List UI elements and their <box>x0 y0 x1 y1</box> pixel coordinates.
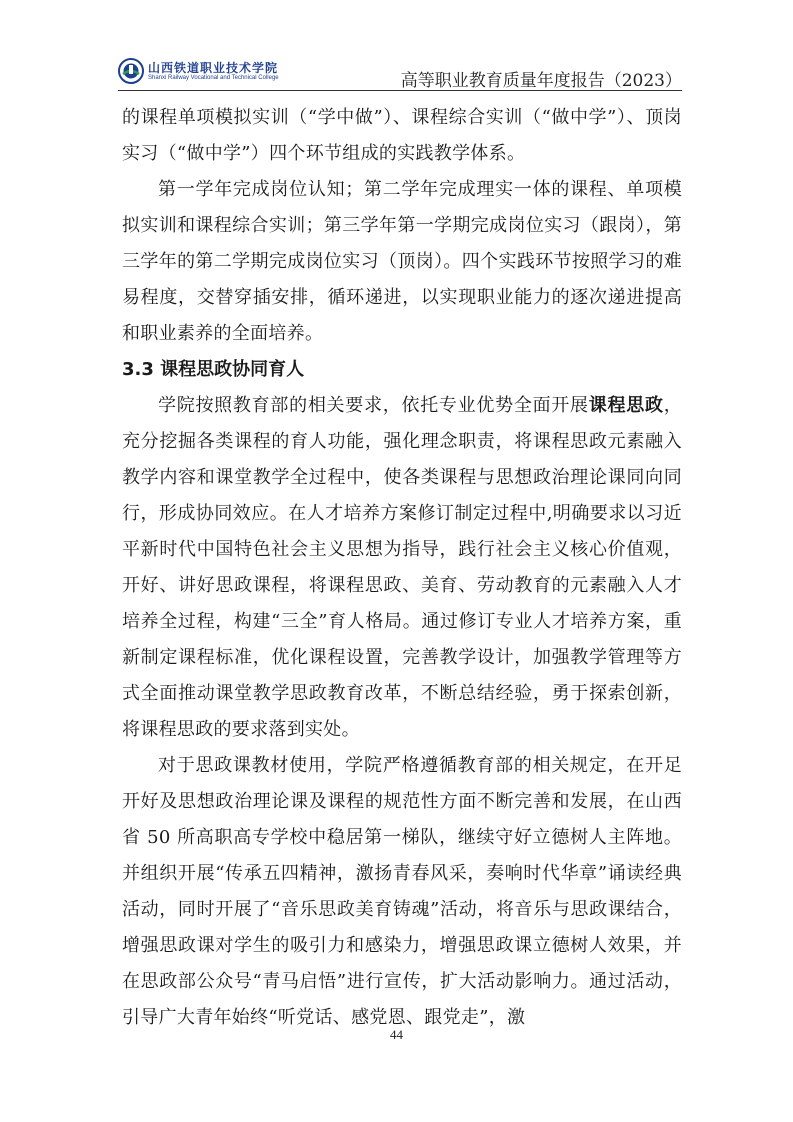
logo-chinese-name: 山西铁道职业技术学院 <box>148 61 279 75</box>
paragraph-3-emphasis: 课程思政 <box>588 395 664 416</box>
header-divider <box>118 90 682 91</box>
paragraph-2: 第一学年完成岗位认知；第二学年完成理实一体的课程、单项模拟实训和课程综合实训；第三学年第一学期完成岗位实习（跟岗），第三学年的第二学期完成岗位实习（顶岗）。四个实践环节按照学习的难易程度，交替穿插安排，循环递进，以实现职业能力的逐次递进提高和职业素养的全面培养。 <box>122 179 682 344</box>
logo-english-name: Shanxi Railway Vocational and Technical College <box>148 75 279 81</box>
paragraph-3-lead: 学院按照教育部的相关要求，依托专业优势全面开展 <box>158 395 589 416</box>
paragraph-1: 的课程单项模拟实训（“学中做”）、课程综合实训（“做中学”）、顶岗实习（“做中学”）四个环节组成的实践教学体系。 <box>122 107 682 164</box>
college-emblem-icon <box>118 58 144 84</box>
page-number: 44 <box>390 1027 403 1042</box>
college-logo <box>118 58 288 86</box>
report-title: 高等职业教育质量年度报告（2023） <box>400 71 682 91</box>
section-heading: 3.3 课程思政协同育人 <box>122 359 305 380</box>
paragraph-3 <box>122 388 682 748</box>
page-body <box>122 100 682 1036</box>
paragraph-3-rest: ，充分挖掘各类课程的育人功能，强化理念职责，将课程思政元素融入教学内容和课堂教学全过程中，使各类课程与思想政治理论课同向同行，形成协同效应。在人才培养方案修订制定过程中,明确要求以习近平新时代中国特色社会主义思想为指导，践行社会主义核心价值观，开好、讲好思政课程，将课程思政、美育、劳动教育的元素融入人才培养全过程，构建“三全”育人格局。通过修订专业人才培养方案，重新制定课程标准，优化课程设置，完善教学设计，加强教学管理等方式全面推动课堂教学思政教育改革，不断总结经验，勇于探索创新，将课程思政的要求落到实处。 <box>122 395 682 740</box>
page-header <box>118 54 682 91</box>
paragraph-4: 对于思政课教材使用，学院严格遵循教育部的相关规定，在开足开好及思想政治理论课及课程的规范性方面不断完善和发展，在山西省 50 所高职高专学校中稳居第一梯队，继续守好立德树人主阵地。并组织开展“传承五四精神，激扬青春风采，奏响时代华章”诵读经典活动，同时开展了“音乐思政美育铸魂”活动，将音乐与思政课结合，增强思政课对学生的吸引力和感染力，增强思政课立德树人效果，并在思政部公众号“青马启悟”进行宣传，扩大活动影响力。通过活动，引导广大青年始终“听党话、感党恩、跟党走”，激 <box>122 755 682 1028</box>
